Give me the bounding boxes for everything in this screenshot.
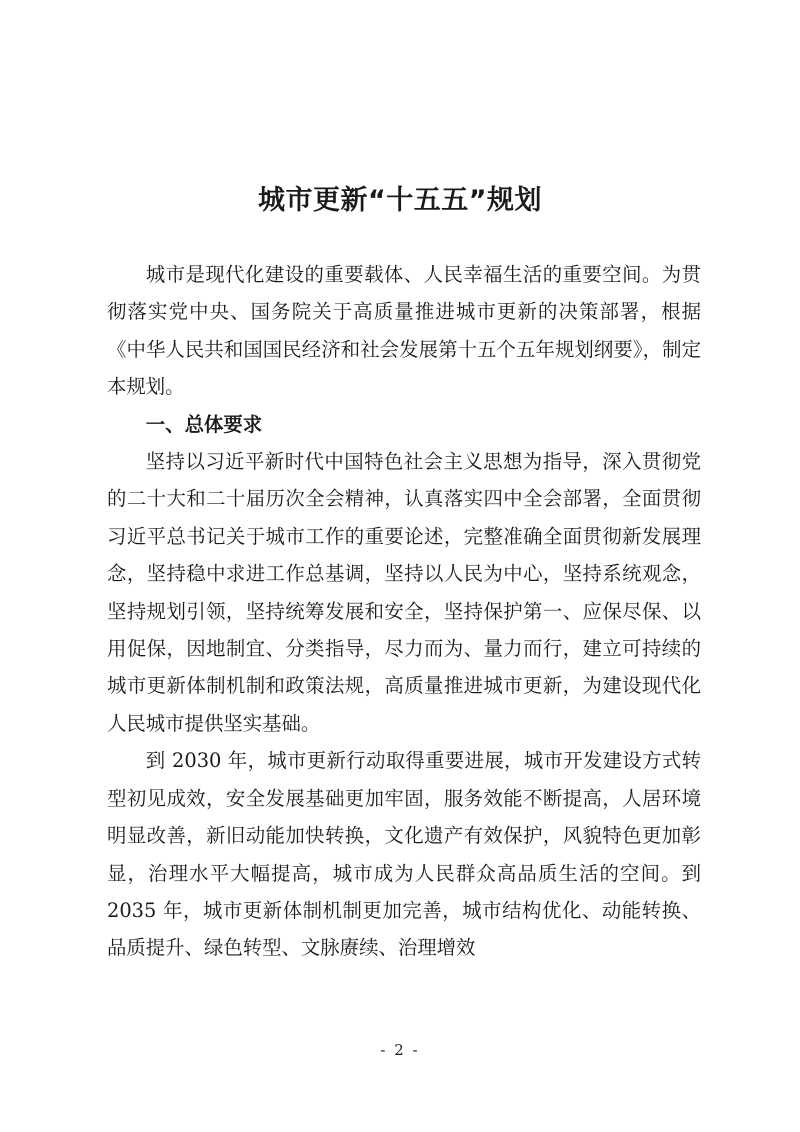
- section-heading: 一、总体要求: [145, 412, 263, 436]
- document-body: [107, 256, 701, 967]
- page-number: - 2 -: [380, 1041, 420, 1059]
- intro-paragraph: 城市是现代化建设的重要载体、人民幸福生活的重要空间。为贯彻落实党中央、国务院关于高质量推进城市更新的决策部署，根据《中华人民共和国国民经济和社会发展第十五个五年规划纲要》，制定本规划。: [107, 263, 701, 399]
- guiding-principles-paragraph: 坚持以习近平新时代中国特色社会主义思想为指导，深入贯彻党的二十大和二十届历次全会精神，认真落实四中全会部署，全面贯彻习近平总书记关于城市工作的重要论述，完整准确全面贯彻新发展理念，坚持稳中求进工作总基调，坚持以人民为中心，坚持系统观念，坚持规划引领，坚持统筹发展和安全，坚持保护第一、应保尽保、以用促保，因地制宜、分类指导，尽力而为、量力而行，建立可持续的城市更新体制机制和政策法规，高质量推进城市更新，为建设现代化人民城市提供坚实基础。: [107, 450, 701, 735]
- goals-paragraph: 到 2030 年，城市更新行动取得重要进展，城市开发建设方式转型初见成效，安全发展基础更加牢固，服务效能不断提高，人居环境明显改善，新旧动能加快转换，文化遗产有效保护，风貌特色更加彰显，治理水平大幅提高，城市成为人民群众高品质生活的空间。到 2035 年，城市更新体制机制更加完善，城市结构优化、动能转换、品质提升、绿色转型、文脉赓续、治理增效: [107, 749, 701, 960]
- document-title: 城市更新“十五五”规划: [258, 185, 542, 216]
